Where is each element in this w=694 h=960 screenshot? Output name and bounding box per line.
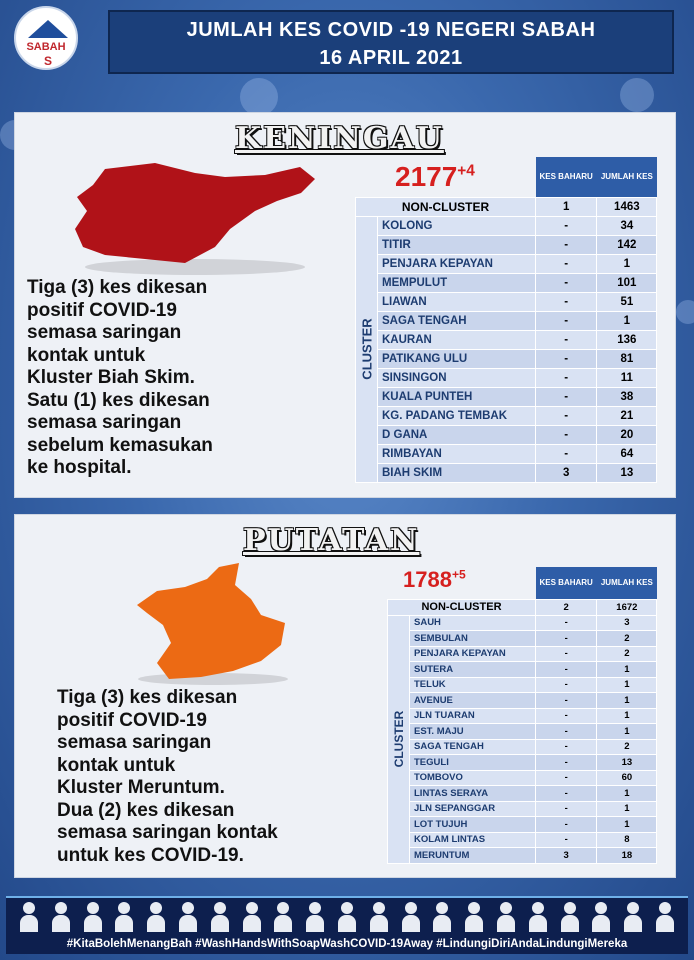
person-icon (527, 902, 549, 932)
person-icon (400, 902, 422, 932)
cluster-label-cell (388, 615, 410, 863)
person-icon (50, 902, 72, 932)
table-row (356, 463, 657, 482)
description-line: Dua (2) kes dikesan (57, 799, 235, 821)
cluster-name: SUTERA (410, 662, 536, 678)
total-value: 2177 (395, 161, 458, 192)
description-line: Kluster Meruntum. (57, 777, 225, 798)
person-icon (368, 902, 390, 932)
cluster-total-cases: 1 (597, 724, 657, 740)
footer-hashtags: #KitaBolehMenangBah #WashHandsWithSoapWashCOVID-19Away #LindungiDiriAndaLindungiMereka (66, 938, 628, 950)
cluster-name: PENJARA KEPAYAN (410, 646, 536, 662)
cluster-total-cases: 13 (597, 755, 657, 771)
cluster-total-cases: 20 (597, 425, 657, 444)
non-cluster-label: NON-CLUSTER (356, 197, 536, 216)
cluster-total-cases: 101 (597, 273, 657, 292)
cluster-new-cases: - (536, 330, 597, 349)
person-icon (113, 902, 135, 932)
cluster-name: LINTAS SERAYA (410, 786, 536, 802)
cluster-name: KAURAN (378, 330, 536, 349)
cluster-total-cases: 1 (597, 254, 657, 273)
virus-decoration (240, 78, 278, 116)
cluster-name: SAGA TENGAH (378, 311, 536, 330)
cluster-total-cases: 1 (597, 677, 657, 693)
cluster-name: LOT TUJUH (410, 817, 536, 833)
page-header (108, 10, 674, 74)
cluster-name: KOLAM LINTAS (410, 832, 536, 848)
table-row (388, 801, 657, 817)
header-total-cases: JUMLAH KES (597, 567, 657, 599)
frontliners-illustration (18, 902, 676, 936)
table-row (388, 832, 657, 848)
table-row (356, 425, 657, 444)
cluster-new-cases: - (536, 817, 597, 833)
cluster-label: CLUSTER (391, 710, 406, 768)
cluster-total-cases: 18 (597, 848, 657, 864)
cluster-name: D GANA (378, 425, 536, 444)
cluster-new-cases: - (536, 786, 597, 802)
cluster-new-cases: - (536, 292, 597, 311)
putatan-panel (14, 514, 676, 878)
cluster-new-cases: - (536, 235, 597, 254)
table-row (356, 368, 657, 387)
cluster-total-cases: 136 (597, 330, 657, 349)
table-row (356, 330, 657, 349)
table-row (356, 273, 657, 292)
total-increase: +5 (451, 567, 466, 582)
description-line: semasa saringan (27, 412, 182, 433)
cluster-total-cases: 81 (597, 349, 657, 368)
cluster-name: SINSINGON (378, 368, 536, 387)
description-line: kontak untuk (27, 344, 146, 366)
cluster-name: PATIKANG ULU (378, 349, 536, 368)
sabah-logo (14, 6, 78, 70)
swoosh-icon: S (44, 54, 53, 68)
cluster-total-cases: 1 (597, 311, 657, 330)
cluster-name: TELUK (410, 677, 536, 693)
description-line: semasa saringan kontak (57, 822, 278, 843)
cluster-name: RIMBAYAN (378, 444, 536, 463)
cluster-total-cases: 1 (597, 817, 657, 833)
cluster-new-cases: - (536, 724, 597, 740)
cluster-total-cases: 1 (597, 693, 657, 709)
cluster-new-cases: - (536, 662, 597, 678)
description-line: semasa saringan (27, 322, 182, 343)
table-row (388, 708, 657, 724)
description (57, 687, 278, 867)
person-icon (590, 902, 612, 932)
table-row (388, 739, 657, 755)
total-value: 1788 (403, 567, 452, 592)
description-line: semasa saringan (57, 732, 212, 753)
cluster-new-cases: - (536, 311, 597, 330)
person-icon (304, 902, 326, 932)
putatan-shape (137, 563, 285, 679)
description-line: ke hospital. (27, 457, 132, 478)
table-row (356, 406, 657, 425)
cluster-new-cases: - (536, 349, 597, 368)
cluster-new-cases: - (536, 755, 597, 771)
description (27, 277, 213, 480)
non-cluster-row (388, 599, 657, 615)
person-icon (241, 902, 263, 932)
cluster-total-cases: 1 (597, 801, 657, 817)
cluster-total-cases: 38 (597, 387, 657, 406)
cluster-total-cases: 1 (597, 786, 657, 802)
cluster-total-cases: 1 (597, 662, 657, 678)
cluster-name: KG. PADANG TEMBAK (378, 406, 536, 425)
cluster-name: MERUNTUM (410, 848, 536, 864)
description-line: Kluster Biah Skim. (27, 367, 195, 388)
person-icon (336, 902, 358, 932)
table-row (388, 786, 657, 802)
cluster-new-cases: - (536, 368, 597, 387)
cluster-total-cases: 13 (597, 463, 657, 482)
cluster-label-cell (356, 216, 378, 482)
cluster-new-cases: - (536, 631, 597, 647)
cluster-new-cases: - (536, 273, 597, 292)
non-cluster-total: 1463 (597, 197, 657, 216)
cluster-name: SEMBULAN (410, 631, 536, 647)
table-row (388, 677, 657, 693)
cluster-total-cases: 21 (597, 406, 657, 425)
table-row (356, 254, 657, 273)
person-icon (495, 902, 517, 932)
description-line: untuk kes COVID-19. (57, 844, 244, 866)
table-row (388, 662, 657, 678)
non-cluster-total: 1672 (597, 599, 657, 615)
table-row (388, 770, 657, 786)
table-row (356, 235, 657, 254)
header-title: JUMLAH KES COVID -19 NEGERI SABAH (186, 19, 596, 41)
description-line: positif COVID-19 (57, 709, 207, 731)
table-row (356, 311, 657, 330)
cluster-name: KUALA PUNTEH (378, 387, 536, 406)
non-cluster-new: 2 (536, 599, 597, 615)
cluster-total-cases: 2 (597, 739, 657, 755)
description-line: positif COVID-19 (27, 299, 177, 321)
cluster-total-cases: 60 (597, 770, 657, 786)
cluster-new-cases: - (536, 254, 597, 273)
cluster-total-cases: 8 (597, 832, 657, 848)
cluster-label: CLUSTER (359, 318, 374, 380)
cluster-name: MEMPULUT (378, 273, 536, 292)
keningau-map (65, 159, 325, 279)
description-line: Satu (1) kes dikesan (27, 389, 210, 411)
cluster-name: JLN TUARAN (410, 708, 536, 724)
cluster-total-cases: 2 (597, 631, 657, 647)
cluster-new-cases: - (536, 406, 597, 425)
keningau-panel (14, 112, 676, 498)
putatan-map (123, 559, 303, 689)
cluster-total-cases: 51 (597, 292, 657, 311)
table-row (388, 755, 657, 771)
cluster-new-cases: - (536, 425, 597, 444)
cluster-new-cases: 3 (536, 848, 597, 864)
table-row (356, 216, 657, 235)
cluster-name: PENJARA KEPAYAN (378, 254, 536, 273)
person-icon (622, 902, 644, 932)
virus-decoration (620, 78, 654, 112)
description-line: Tiga (3) kes dikesan (57, 687, 238, 708)
person-icon (177, 902, 199, 932)
cluster-new-cases: - (536, 216, 597, 235)
mountain-icon (28, 20, 68, 38)
cluster-new-cases: - (536, 801, 597, 817)
table-row (356, 387, 657, 406)
cluster-name: LIAWAN (378, 292, 536, 311)
description-line: Tiga (3) kes dikesan (27, 277, 208, 298)
header-date: 16 APRIL 2021 (319, 47, 463, 69)
table-row (388, 646, 657, 662)
cluster-new-cases: 3 (536, 463, 597, 482)
cluster-new-cases: - (536, 708, 597, 724)
description-line: sebelum kemasukan (27, 434, 213, 456)
cluster-new-cases: - (536, 444, 597, 463)
district-title: PUTATAN (243, 523, 420, 558)
person-icon (82, 902, 104, 932)
table-row (388, 817, 657, 833)
table-row (388, 848, 657, 864)
cluster-name: AVENUE (410, 693, 536, 709)
description-line: kontak untuk (57, 754, 176, 776)
person-icon (431, 902, 453, 932)
cluster-new-cases: - (536, 832, 597, 848)
virus-decoration (676, 300, 694, 324)
cluster-name: SAUH (410, 615, 536, 631)
logo-text: SABAH (26, 41, 66, 53)
table-row (356, 349, 657, 368)
person-icon (145, 902, 167, 932)
cluster-name: TEGULI (410, 755, 536, 771)
person-icon (654, 902, 676, 932)
keningau-shape (75, 163, 315, 263)
cluster-name: TITIR (378, 235, 536, 254)
cluster-name: EST. MAJU (410, 724, 536, 740)
person-icon (18, 902, 40, 932)
header-new-cases: KES BAHARU (536, 567, 597, 599)
cluster-total-cases: 64 (597, 444, 657, 463)
table-row (388, 615, 657, 631)
keningau-table (355, 157, 657, 483)
non-cluster-label: NON-CLUSTER (388, 599, 536, 615)
table-row (356, 444, 657, 463)
non-cluster-new: 1 (536, 197, 597, 216)
person-icon (559, 902, 581, 932)
cluster-new-cases: - (536, 387, 597, 406)
cluster-total-cases: 11 (597, 368, 657, 387)
cluster-total-cases: 142 (597, 235, 657, 254)
cluster-name: KOLONG (378, 216, 536, 235)
cluster-name: BIAH SKIM (378, 463, 536, 482)
cluster-new-cases: - (536, 646, 597, 662)
table-row (388, 631, 657, 647)
cluster-new-cases: - (536, 739, 597, 755)
cluster-total-cases: 34 (597, 216, 657, 235)
cluster-total-cases: 3 (597, 615, 657, 631)
district-title: KENINGAU (235, 121, 444, 156)
cluster-name: SAGA TENGAH (410, 739, 536, 755)
non-cluster-row (356, 197, 657, 216)
cluster-new-cases: - (536, 693, 597, 709)
table-row (388, 693, 657, 709)
total-increase: +4 (457, 162, 475, 180)
cluster-name: JLN SEPANGGAR (410, 801, 536, 817)
cluster-name: TOMBOVO (410, 770, 536, 786)
cluster-total-cases: 2 (597, 646, 657, 662)
person-icon (209, 902, 231, 932)
table-row (356, 292, 657, 311)
header-new-cases: KES BAHARU (536, 157, 597, 197)
cluster-new-cases: - (536, 770, 597, 786)
cluster-total-cases: 1 (597, 708, 657, 724)
footer-banner (6, 896, 688, 954)
cluster-new-cases: - (536, 677, 597, 693)
header-total-cases: JUMLAH KES (597, 157, 657, 197)
putatan-table (387, 567, 657, 864)
person-icon (272, 902, 294, 932)
cluster-new-cases: - (536, 615, 597, 631)
table-row (388, 724, 657, 740)
person-icon (463, 902, 485, 932)
